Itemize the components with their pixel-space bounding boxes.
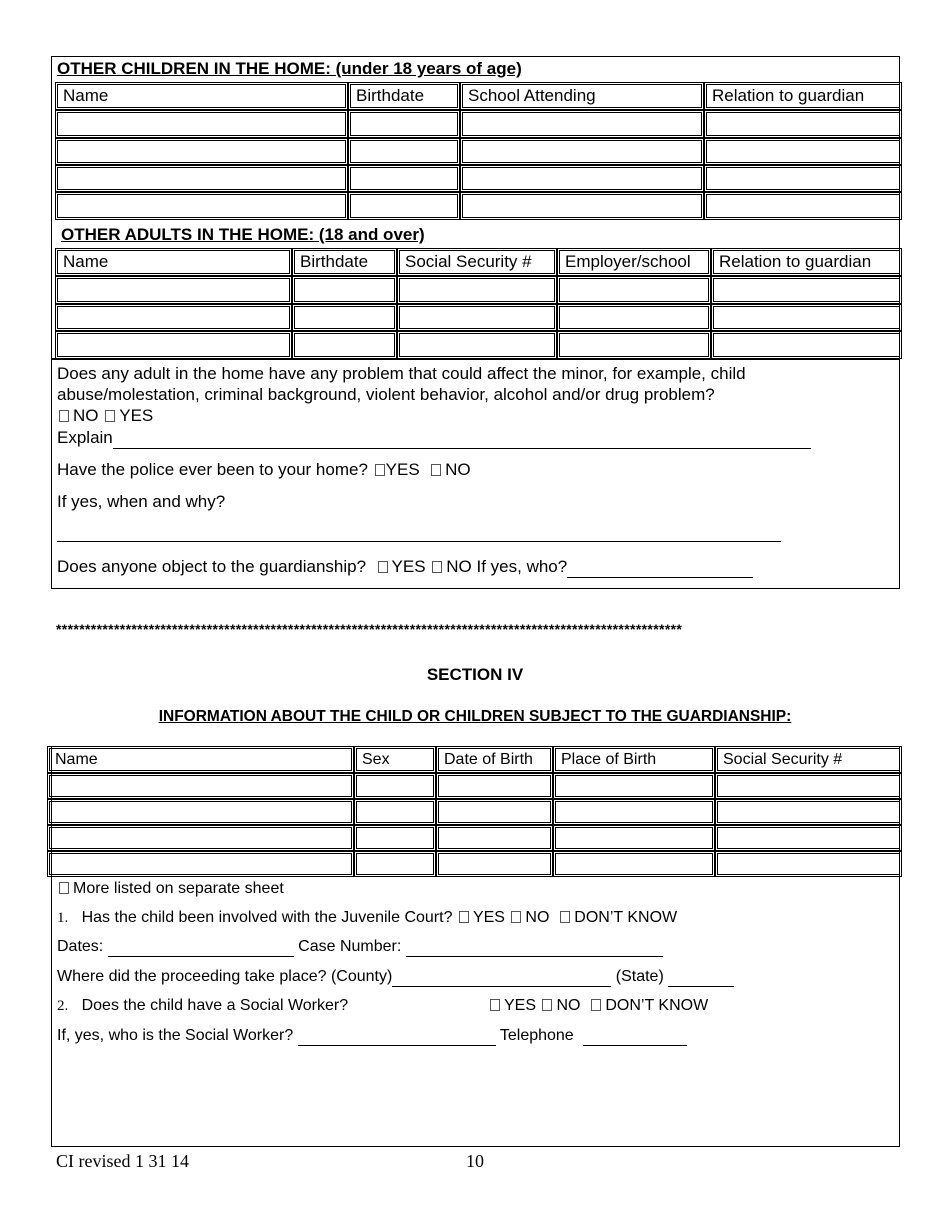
subject-table-header	[47, 746, 902, 773]
q2-no-label: NO	[556, 997, 581, 1014]
col-header: Name	[55, 248, 292, 276]
police-yes-label: YES	[385, 460, 420, 479]
revision-footer: CI revised 1 31 14	[56, 1151, 189, 1171]
q1-number: 1.	[57, 910, 69, 926]
ssn-cell[interactable]	[397, 331, 557, 359]
school-cell[interactable]	[460, 165, 704, 192]
sex-cell[interactable]	[354, 851, 436, 877]
dob-cell[interactable]	[436, 799, 553, 825]
birthdate-cell[interactable]	[348, 138, 460, 165]
pob-cell[interactable]	[553, 773, 715, 799]
social-worker-question: If, yes, who is the Social Worker?	[57, 1027, 294, 1044]
police-no-label: NO	[445, 460, 471, 479]
children-table-header	[55, 82, 902, 110]
table-row	[55, 138, 902, 165]
object-no-checkbox[interactable]	[432, 561, 442, 573]
sex-cell[interactable]	[354, 773, 436, 799]
proceeding-question: Where did the proceeding take place? (County)	[57, 968, 393, 985]
children-table	[55, 82, 902, 220]
no-label: NO	[73, 406, 99, 425]
q2-answer-row	[488, 997, 708, 1015]
object-who-line[interactable]	[567, 557, 753, 578]
state-line[interactable]	[668, 968, 734, 987]
sex-cell[interactable]	[354, 825, 436, 851]
telephone-label: Telephone	[499, 1027, 574, 1044]
table-row	[55, 110, 902, 138]
col-header: Relation to guardian	[711, 248, 902, 276]
name-cell[interactable]	[47, 851, 354, 877]
yes-label: YES	[119, 406, 154, 425]
name-cell[interactable]	[47, 799, 354, 825]
employer-cell[interactable]	[557, 331, 711, 359]
employer-cell[interactable]	[557, 304, 711, 331]
pob-cell[interactable]	[553, 799, 715, 825]
police-yes-checkbox[interactable]	[375, 464, 385, 476]
explain-line[interactable]	[113, 428, 811, 449]
table-row	[47, 851, 902, 877]
pob-cell[interactable]	[553, 825, 715, 851]
state-label: (State)	[615, 968, 664, 985]
ssn-cell[interactable]	[397, 304, 557, 331]
section-iv-heading: SECTION IV	[426, 665, 524, 684]
table-row	[47, 773, 902, 799]
q1-no-label: NO	[525, 909, 550, 926]
relation-cell[interactable]	[711, 304, 902, 331]
police-question: Have the police ever been to your home?	[57, 460, 368, 479]
q2-yes-label: YES	[504, 997, 537, 1014]
proceeding-row	[57, 968, 734, 987]
object-question: Does anyone object to the guardianship?	[57, 557, 367, 576]
q2-dont-know-label: DON’T KNOW	[605, 997, 709, 1014]
school-cell[interactable]	[460, 138, 704, 165]
birthdate-cell[interactable]	[348, 110, 460, 138]
page-number: 10	[466, 1151, 484, 1171]
relation-cell[interactable]	[711, 276, 902, 304]
ssn-cell[interactable]	[715, 773, 902, 799]
when-why-line[interactable]	[57, 541, 781, 542]
dates-row	[57, 938, 663, 957]
q1-yes-checkbox[interactable]	[459, 911, 469, 923]
county-line[interactable]	[392, 968, 611, 987]
table-row	[55, 304, 902, 331]
section-iv-subheading: INFORMATION ABOUT THE CHILD OR CHILDREN SUBJECT TO THE GUARDIANSHIP:	[158, 708, 792, 725]
q2-no-checkbox[interactable]	[542, 999, 552, 1011]
problem-answer-row	[57, 406, 153, 426]
object-yes-checkbox[interactable]	[378, 561, 388, 573]
social-worker-line[interactable]	[298, 1027, 496, 1046]
birthdate-cell[interactable]	[348, 192, 460, 220]
adults-table	[55, 248, 902, 359]
name-cell[interactable]	[55, 304, 292, 331]
pob-cell[interactable]	[553, 851, 715, 877]
table-row	[47, 825, 902, 851]
yes-checkbox[interactable]	[105, 410, 115, 422]
more-listed-row	[57, 880, 284, 898]
q1-dont-know-label: DON’T KNOW	[574, 909, 678, 926]
explain-row	[57, 428, 811, 449]
q2-row	[57, 997, 348, 1015]
problem-question-line2: abuse/molestation, criminal background, violent behavior, alcohol and/or drug problem?	[57, 385, 715, 404]
table-row	[55, 192, 902, 220]
more-listed-checkbox[interactable]	[59, 882, 69, 894]
social-worker-row	[57, 1027, 687, 1046]
ssn-cell[interactable]	[715, 799, 902, 825]
object-row	[57, 557, 753, 578]
col-header: Sex	[354, 746, 436, 773]
birthdate-cell[interactable]	[292, 304, 397, 331]
col-header: School Attending	[460, 82, 704, 110]
q2-number: 2.	[57, 998, 69, 1014]
school-cell[interactable]	[460, 192, 704, 220]
relation-cell[interactable]	[704, 165, 902, 192]
q2-yes-checkbox[interactable]	[490, 999, 500, 1011]
object-followup: NO If yes, who?	[446, 557, 568, 576]
birthdate-cell[interactable]	[292, 331, 397, 359]
ssn-cell[interactable]	[715, 851, 902, 877]
q1-question: Has the child been involved with the Juvenile Court?	[81, 909, 453, 926]
table-row	[55, 165, 902, 192]
q1-yes-label: YES	[472, 909, 505, 926]
when-why-label: If yes, when and why?	[57, 492, 226, 511]
name-cell[interactable]	[55, 110, 348, 138]
dob-cell[interactable]	[436, 825, 553, 851]
col-header: Place of Birth	[553, 746, 715, 773]
col-header: Birthdate	[348, 82, 460, 110]
relation-cell[interactable]	[711, 331, 902, 359]
adults-section-title: OTHER ADULTS IN THE HOME: (18 and over)	[61, 225, 425, 244]
col-header: Relation to guardian	[704, 82, 902, 110]
col-header: Birthdate	[292, 248, 397, 276]
dob-cell[interactable]	[436, 851, 553, 877]
no-checkbox[interactable]	[59, 410, 69, 422]
ssn-cell[interactable]	[715, 825, 902, 851]
asterisk-divider: ************************************************************************************************************	[56, 621, 683, 637]
more-listed-label: More listed on separate sheet	[73, 880, 284, 897]
children-section-title: OTHER CHILDREN IN THE HOME: (under 18 years of age)	[57, 59, 522, 78]
q2-dont-know-checkbox[interactable]	[591, 999, 601, 1011]
dates-line[interactable]	[108, 938, 294, 957]
birthdate-cell[interactable]	[348, 165, 460, 192]
school-cell[interactable]	[460, 110, 704, 138]
explain-label: Explain	[57, 428, 113, 447]
col-header: Social Security #	[715, 746, 902, 773]
col-header: Name	[47, 746, 354, 773]
col-header: Social Security #	[397, 248, 557, 276]
telephone-line[interactable]	[583, 1027, 687, 1046]
q1-dont-know-checkbox[interactable]	[560, 911, 570, 923]
table-row	[47, 799, 902, 825]
case-number-line[interactable]	[406, 938, 663, 957]
q1-row	[57, 909, 677, 927]
col-header: Name	[55, 82, 348, 110]
q1-no-checkbox[interactable]	[511, 911, 521, 923]
object-yes-label: YES	[391, 557, 426, 576]
name-cell[interactable]	[55, 192, 348, 220]
birthdate-cell[interactable]	[292, 276, 397, 304]
q2-question: Does the child have a Social Worker?	[81, 997, 349, 1014]
sex-cell[interactable]	[354, 799, 436, 825]
problem-question-line1: Does any adult in the home have any problem that could affect the minor, for example, child	[57, 364, 746, 383]
police-row	[57, 460, 471, 480]
col-header: Employer/school	[557, 248, 711, 276]
table-row	[55, 276, 902, 304]
case-number-label: Case Number:	[298, 938, 402, 955]
relation-cell[interactable]	[704, 192, 902, 220]
name-cell[interactable]	[47, 773, 354, 799]
dob-cell[interactable]	[436, 773, 553, 799]
relation-cell[interactable]	[704, 110, 902, 138]
name-cell[interactable]	[47, 825, 354, 851]
name-cell[interactable]	[55, 165, 348, 192]
col-header: Date of Birth	[436, 746, 553, 773]
name-cell[interactable]	[55, 138, 348, 165]
children-subject-table	[47, 746, 902, 877]
ssn-cell[interactable]	[397, 276, 557, 304]
table-row	[55, 331, 902, 359]
dates-label: Dates:	[57, 938, 104, 955]
employer-cell[interactable]	[557, 276, 711, 304]
relation-cell[interactable]	[704, 138, 902, 165]
name-cell[interactable]	[55, 276, 292, 304]
name-cell[interactable]	[55, 331, 292, 359]
police-no-checkbox[interactable]	[431, 464, 441, 476]
adults-table-header	[55, 248, 902, 276]
